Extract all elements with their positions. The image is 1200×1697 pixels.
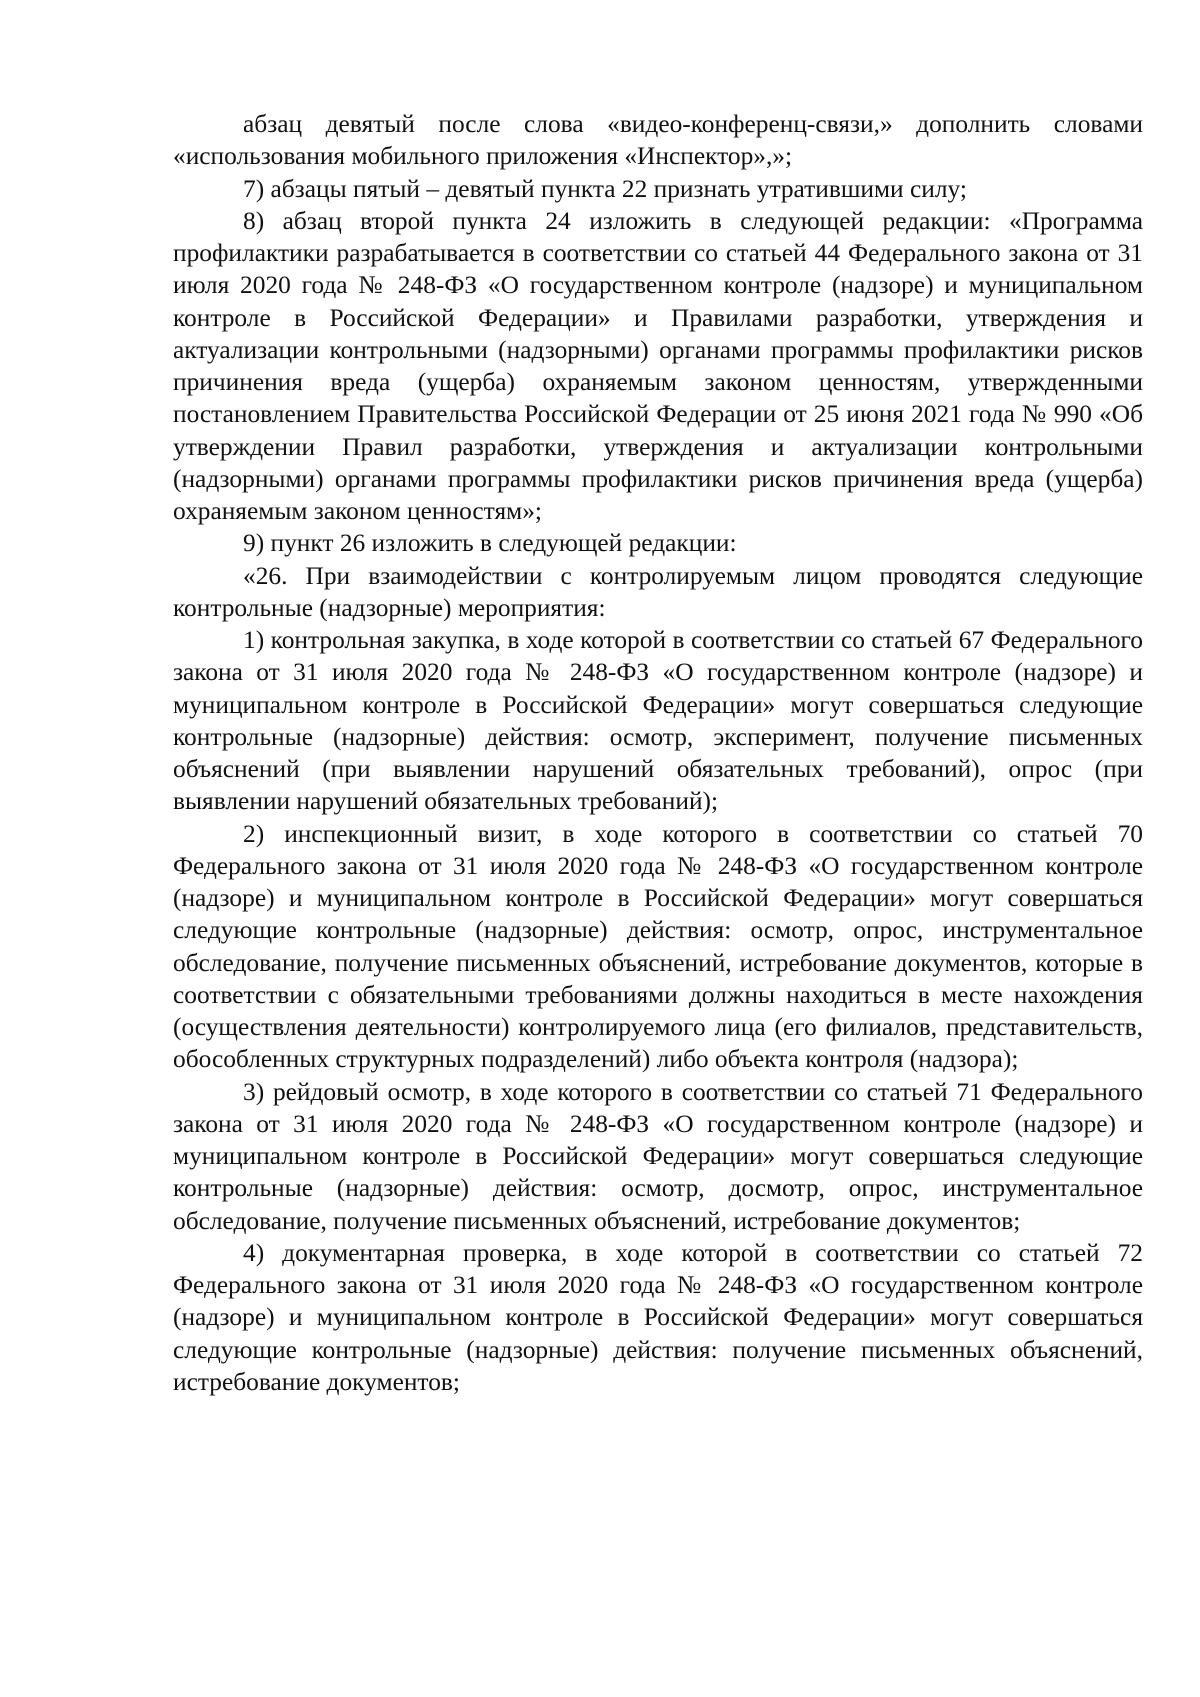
paragraph-inspection-visit: 2) инспекционный визит, в ходе которого в соответствии со статьей 70 Федерального закона от 31 июля 2020 года № 248-ФЗ «О государственном контроле (надзоре) и муниципальном контроле в Российской Федерации» могут совершаться следующие контрольные (надзорные) действия: осмотр, опрос, инструментальное обследование, получение письменных объяснений, истребование документов, которые в соответствии с обязательными требованиями должны находиться в месте нахождения (осуществления деятельности) контролируемого лица (его филиалов, представительств, обособленных структурных подразделений) либо объекта контроля (надзора); xyxy=(173,819,1143,1074)
paragraph-clause-26: «26. При взаимодействии с контролируемым лицом проводятся следующие контрольные (надзорные) мероприятия: xyxy=(173,561,1143,622)
paragraph-raid-inspection: 3) рейдовый осмотр, в ходе которого в соответствии со статьей 71 Федерального закона от 31 июля 2020 года № 248-ФЗ «О государственном контроле (надзоре) и муниципальном контроле в Российской Федерации» могут совершаться следующие контрольные (надзорные) действия: осмотр, досмотр, опрос, инструментальное обследование, получение письменных объяснений, истребование документов; xyxy=(173,1077,1143,1235)
paragraph-item-9: 9) пункт 26 изложить в следующей редакции: xyxy=(243,529,737,558)
paragraph-documentary-check: 4) документарная проверка, в ходе которой в соответствии со статьей 72 Федерального закона от 31 июля 2020 года № 248-ФЗ «О государственном контроле (надзоре) и муниципальном контроле в Российской Федерации» могут совершаться следующие контрольные (надзорные) действия: получение письменных объяснений, истребование документов; xyxy=(173,1238,1143,1396)
paragraph-control-purchase: 1) контрольная закупка, в ходе которой в соответствии со статьей 67 Федерального закона от 31 июля 2020 года № 248-ФЗ «О государственном контроле (надзоре) и муниципальном контроле в Российской Федерации» могут совершаться следующие контрольные (надзорные) действия: осмотр, эксперимент, получение письменных объяснений (при выявлении нарушений обязательных требований), опрос (при выявлении нарушений обязательных требований); xyxy=(173,626,1143,816)
paragraph-item-8: 8) абзац второй пункта 24 изложить в следующей редакции: «Программа профилактики разрабатывается в соответствии со статьей 44 Федерального закона от 31 июля 2020 года № 248-ФЗ «О государственном контроле (надзоре) и муниципальном контроле в Российской Федерации» и Правилами разработки, утверждения и актуализации контрольными (надзорными) органами программы профилактики рисков причинения вреда (ущерба) охраняемым законом ценностям, утвержденными постановлением Правительства Российской Федерации от 25 июня 2021 года № 990 «Об утверждении Правил разработки, утверждения и актуализации контрольными (надзорными) органами программы профилактики рисков причинения вреда (ущерба) охраняемым законом ценностям»; xyxy=(173,206,1143,525)
paragraph-item-7: 7) абзацы пятый – девятый пункта 22 признать утратившими силу; xyxy=(243,174,967,203)
paragraph-paragraph-nine-amendment: абзац девятый после слова «видео-конференц-связи,» дополнить словами «использования мобильного приложения «Инспектор»,»; xyxy=(173,110,1143,171)
document-page xyxy=(173,108,1143,1398)
